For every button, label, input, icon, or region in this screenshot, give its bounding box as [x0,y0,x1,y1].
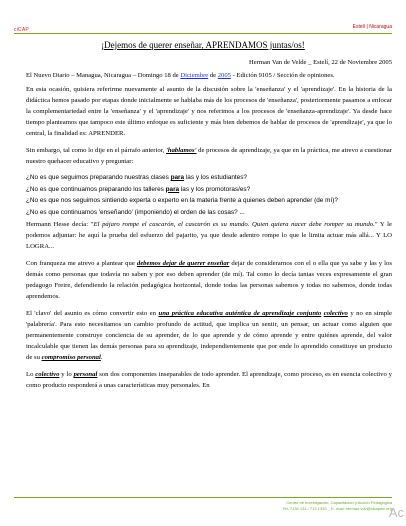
p6-emph2: personal [73,371,98,378]
p5-mid2: y no en simple 'palabrería'. Para esto necesitamos un cambio profundo de actitud, que implica un sentir, un pensar, un actuar como alguien que permanentemente construye conciencia de su aprender, de lo que aprende y de cómo aprende y entre quiénes aprende, del valor incalculable que tienen las demás personas para su aprendizaje, independientemente que por ende lo aprendido constituye un producto de su [26,310,392,361]
article-title [14,40,392,50]
p2-post: de procesos de aprendizaje, ya que en la práctica, me atrevo a cuestionar nuestro quehacer educativo y preguntar: [26,147,392,165]
byline: Herman Van de Velde _ Estelí, 22 de Noviembre 2005 [249,59,392,66]
p5-emph1: una práctica educativa auténtica de aprendizaje conjunto [158,310,322,317]
question-3: ¿No es que nos seguimos sintiendo experta o experto en la materia frente a quienes deben aprender (de mí)? [26,197,338,204]
q2-post: las y los promotoras/es? [179,185,251,193]
p5-emph3: compromiso personal [41,354,101,361]
title-post: juntas/os! [267,40,305,50]
p4-post: dejar de considerarnos con el o ella que ya sabe y las y los demás como personas que todavía no saben y por eso deben aprender (de mí). Tal como lo decía tantas veces expresamente el gran pedagogo Freire, defendiendo la relación pedagógica horizontal, donde todas las personas sabemos y todas no sabemos, donde todas aprendemos. [26,260,392,300]
q2-pre: ¿No es que continuamos preparando los talleres [26,185,166,193]
paragraph-2 [26,145,392,167]
source-line [26,72,392,79]
p3-pre: Hermann Hesse decía: " [26,221,94,228]
corner-mark: Ac [388,505,404,520]
p2-pre: Sin embargo, tal como lo dije en el párrafo anterior, [26,147,166,154]
paragraph-4 [26,258,392,302]
question-2 [26,185,392,195]
source-pre: El Nuevo Diario – Managua, Nicaragua – Domingo 18 de [26,72,181,79]
p3-post: " Y le podemos adjuntar: he aquí la prueba del esfuerzo del pajarito, ya que desde adentro rompe lo que le limita actuar más allá... Y LO LOGRA... [26,221,392,250]
paragraph-5 [26,308,392,363]
source-mid: de [208,72,218,79]
footer-divider [14,497,392,498]
p4-pre: Con franqueza me atrevo a plantear que [26,260,137,267]
question-1 [26,173,392,183]
question-4: ¿No es que continuamos 'enseñando' (imponiendo) el orden de las cosas? ... [26,208,245,216]
source-post: - Edición 9105 / Sección de opiniones. [230,72,335,79]
q1-emph: para [170,174,185,181]
header-logo: ciCAP [14,27,29,33]
title-pre: ¡Dejemos de querer enseñar, [101,40,206,50]
p6-pre: Lo [26,371,36,378]
p4-emph: debemos dejar de querer enseñar [136,260,230,267]
p5-post: . [100,354,103,361]
paragraph-3 [26,219,392,252]
p2-emph: 'hablamos' [166,147,197,154]
q2-emph: para [165,185,180,193]
q1-pre: ¿No es que seguimos preparando nuestras clases [26,174,171,181]
paragraph-6 [26,369,392,391]
p6-post: son dos componentes inseparables de todo aprender. El aprendizaje, como proceso, es en esencia colectivo y como producto responderá a unas características muy personales. En [26,371,393,389]
header-divider [14,33,392,34]
p5-pre: El 'clavo' del asunto es cómo convertir esto en [26,310,159,317]
source-year-link[interactable]: 2005 [217,72,231,79]
q1-post: las y los estudiantes? [184,174,247,181]
p6-mid: y lo [59,371,74,378]
p3-quote: El pájaro rompe el cascarón, el cascarón es su mundo. Quien quiera nacer debe romper su mundo. [93,221,375,228]
title-emph: APRENDAMOS [205,40,268,50]
footer-org: Centro de Investigación, Capacitación y Acción Pedagógica [286,500,392,505]
footer-contact: Tel. 7134 131 / 713 1333 _ E- mail: herman.vdv@cicapnic.org [282,506,392,511]
p6-emph1: colectivo [35,371,60,378]
header-location: Estelí | Nicaragua [352,24,392,30]
article-body [26,84,392,397]
p5-emph2: colectivo [323,310,348,317]
source-month-link[interactable]: Diciembre [180,72,209,79]
paragraph-1: En esta ocasión, quisiera referirme nuevamente al asunto de la discusión sobre la 'enseñanza' y el 'aprendizaje'. En la historia de la didáctica hemos pasado por etapas donde inicialmente se hablaba más de los procesos de 'enseñanza', posteriormente pasamos a enfocar la complementariedad entre la 'enseñanza' y el 'aprendizaje' y nos referimos a los procesos de 'enseñanza-aprendizaje'. Ya desde hace tiempo planteamos que tampoco este último enfoque es suficiente y más bien debemos de hablar de procesos de 'aprendizaje', ya que lo central, la finalidad es: APRENDER. [26,86,392,137]
